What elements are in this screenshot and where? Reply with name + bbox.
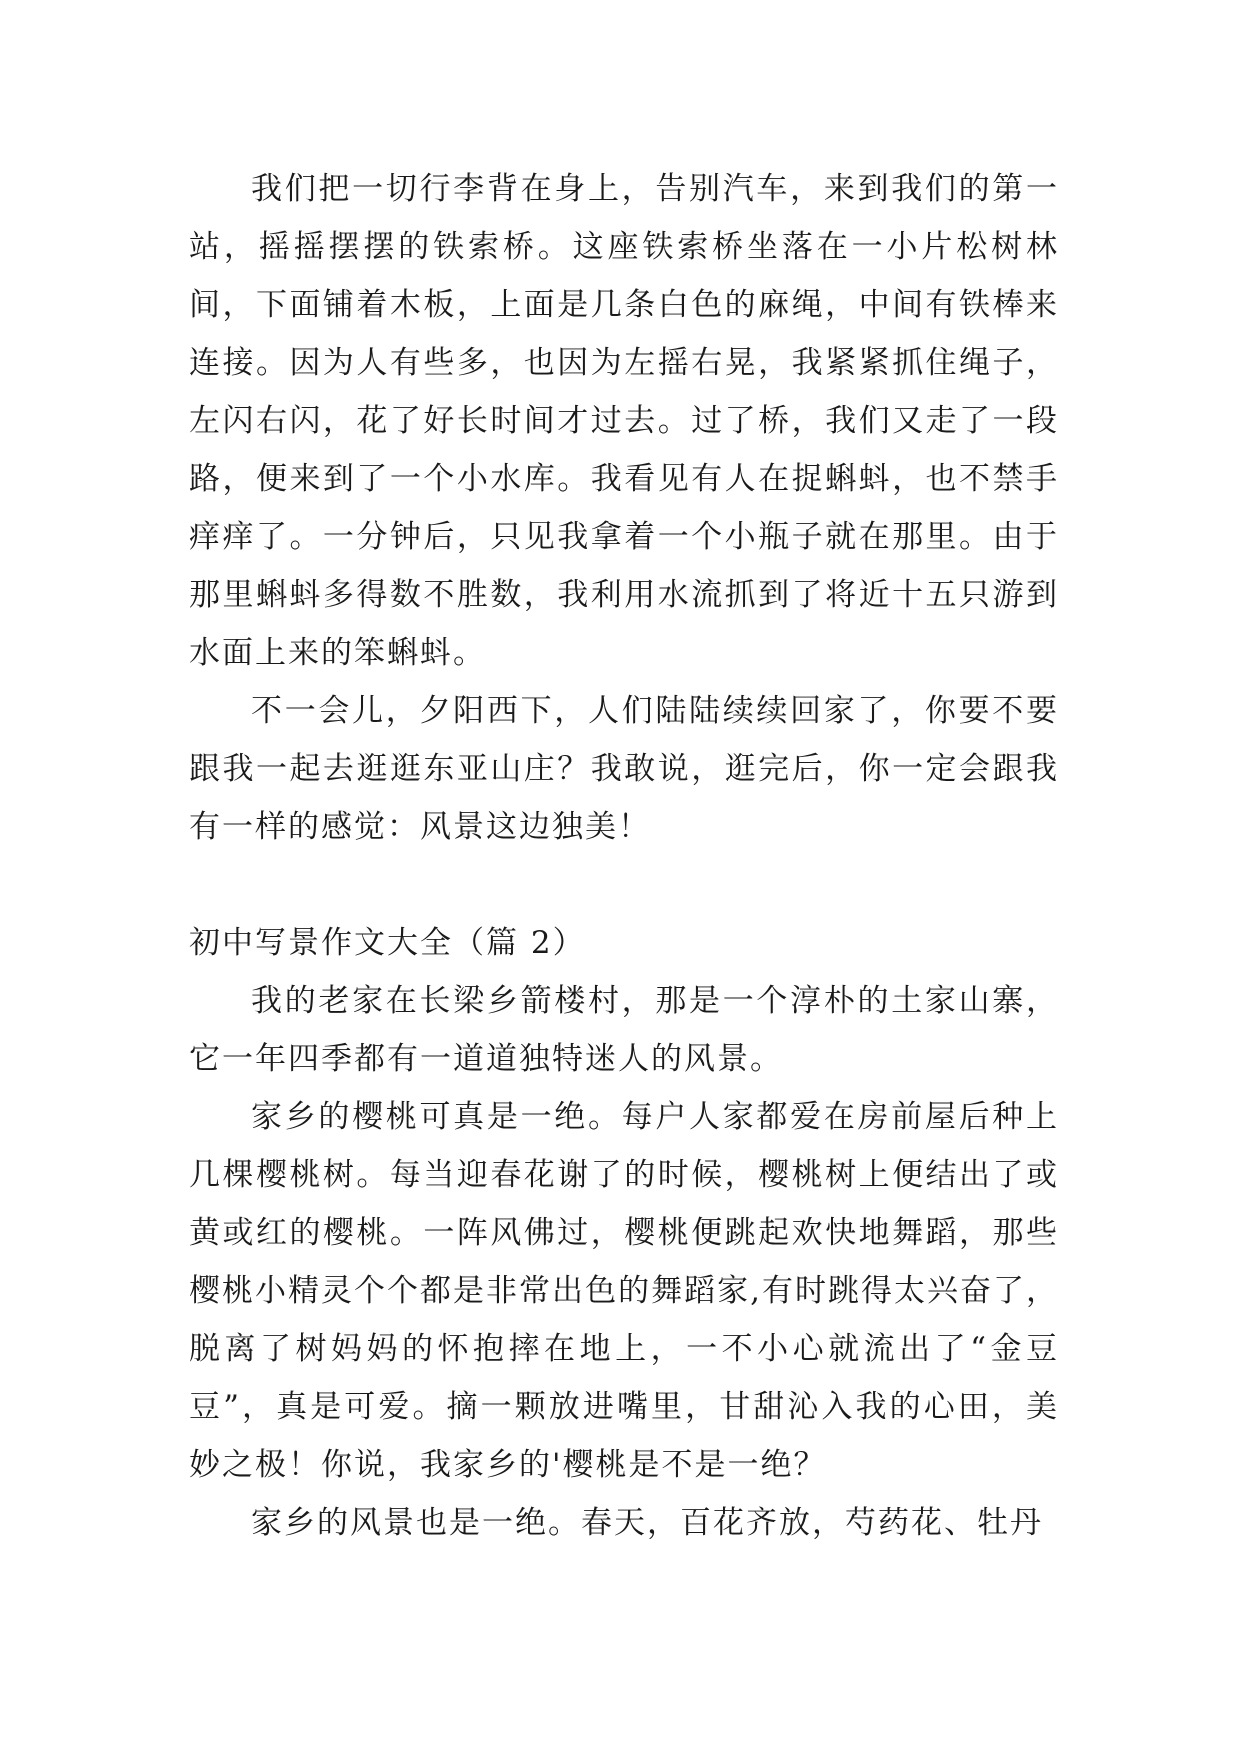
paragraph-hometown: 我的老家在长梁乡箭楼村，那是一个淳朴的土家山寨，它一年四季都有一道道独特迷人的风景。 [189, 983, 1059, 1077]
section-heading: 初中写景作文大全（篇 2） [189, 925, 586, 961]
paragraph-sunset: 不一会儿，夕阳西下，人们陆陆续续回家了，你要不要跟我一起去逛逛东亚山庄？我敢说，逛完后，你一定会跟我有一样的感觉：风景这边独美！ [189, 693, 1059, 845]
paragraph-scenery: 家乡的风景也是一绝。春天，百花齐放，芍药花、牡丹 [251, 1505, 1043, 1541]
paragraph-iron-bridge: 我们把一切行李背在身上，告别汽车，来到我们的第一站，摇摇摆摆的铁索桥。这座铁索桥坐落在一小片松树林间，下面铺着木板，上面是几条白色的麻绳，中间有铁棒来连接。因为人有些多，也因为左摇右晃，我紧紧抓住绳子，左闪右闪，花了好长时间才过去。过了桥，我们又走了一段路，便来到了一个小水库。我看见有人在捉蝌蚪，也不禁手痒痒了。一分钟后，只见我拿着一个小瓶子就在那里。由于那里蝌蚪多得数不胜数，我利用水流抓到了将近十五只游到水面上来的笨蝌蚪。 [189, 171, 1059, 671]
section-spacer [189, 856, 1059, 914]
paragraph-cherries: 家乡的樱桃可真是一绝。每户人家都爱在房前屋后种上几棵樱桃树。每当迎春花谢了的时候，樱桃树上便结出了或黄或红的樱桃。一阵风佛过，樱桃便跳起欢快地舞蹈，那些樱桃小精灵个个都是非常出色的舞蹈家,有时跳得太兴奋了，脱离了树妈妈的怀抱摔在地上，一不小心就流出了“金豆豆”，真是可爱。摘一颗放进嘴里，甘甜沁入我的心田，美妙之极！你说，我家乡的'樱桃是不是一绝？ [189, 1099, 1059, 1483]
document-body [189, 160, 1059, 1552]
